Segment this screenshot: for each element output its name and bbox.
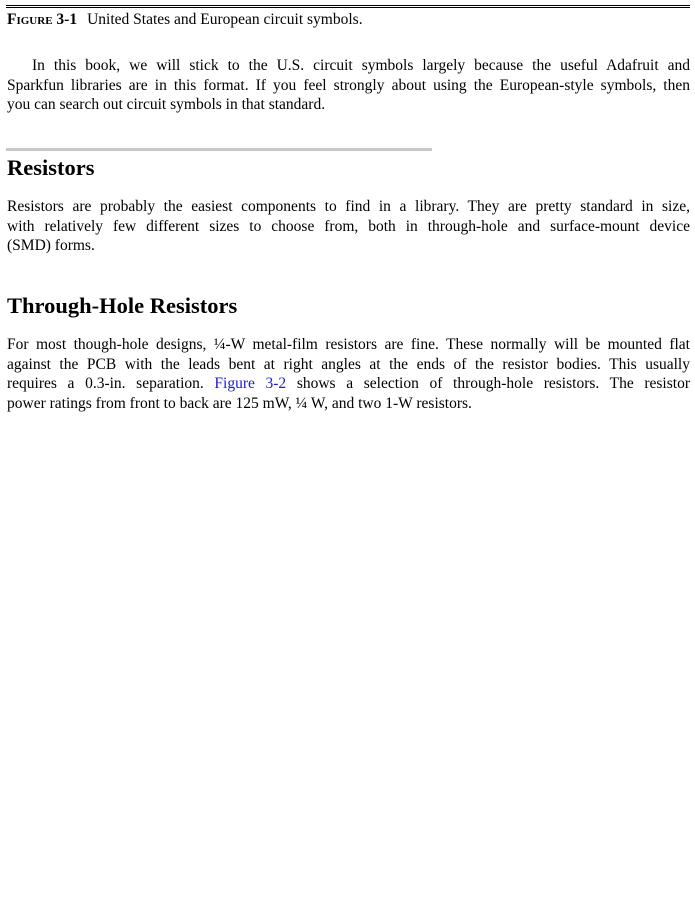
figure-3-2-link[interactable]: Figure 3-2 — [214, 375, 287, 393]
paragraph-line: (SMD) forms. — [7, 237, 95, 255]
through-hole-heading: Through-Hole Resistors — [7, 293, 238, 318]
paragraph-line: power ratings from front to back are 125 mW, ¼ W, and two 1-W resistors. — [7, 395, 472, 413]
paragraph-line: you can search out circuit symbols in that standard. — [7, 96, 326, 114]
paragraph-line: against the PCB with the leads bent at right angles at the ends of the resistor bodies. This usually — [7, 355, 690, 373]
paragraph-line: For most though-hole designs, ¼-W metal-film resistors are fine. These normally will be mounted flat — [7, 336, 690, 353]
paragraph-text: shows a selection of through-hole resistors. The resistor — [296, 375, 690, 393]
paragraph-text: requires a 0.3-in. separation. — [7, 375, 204, 393]
intro-paragraph — [7, 56, 690, 115]
resistors-paragraph — [7, 197, 690, 256]
figure-caption-text: United States and European circuit symbols. — [87, 11, 363, 28]
section-divider — [6, 148, 432, 151]
paragraph-line — [7, 374, 690, 394]
paragraph-line: with relatively few different sizes to choose from, both in through-hole and surface-mount device — [7, 217, 690, 235]
paragraph-line: In this book, we will stick to the U.S. circuit symbols largely because the useful Adafruit and — [32, 57, 690, 74]
figure-caption — [7, 10, 363, 30]
through-hole-paragraph — [7, 335, 690, 414]
paragraph-line: Resistors are probably the easiest components to find in a library. They are pretty standard in size, — [7, 198, 690, 215]
paragraph-line: Sparkfun libraries are in this format. If you feel strongly about using the European-style symbols, then — [7, 76, 690, 94]
figure-label: Figure 3-1 — [7, 11, 78, 28]
resistors-heading: Resistors — [7, 155, 95, 180]
top-rule — [6, 5, 690, 8]
